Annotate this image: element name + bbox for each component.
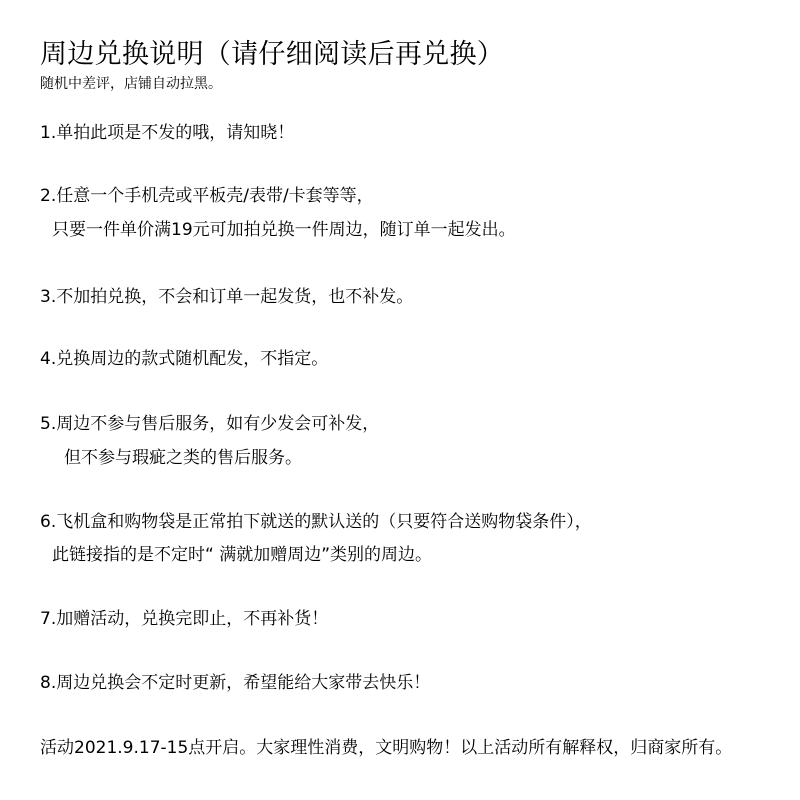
rule-8: 8.周边兑换会不定时更新，希望能给大家带去快乐！ [40, 673, 431, 693]
rule-2: 2.任意一个手机壳或平板壳/表带/卡套等等， [40, 186, 374, 206]
rule-1: 1.单拍此项是不发的哦，请知晓！ [40, 123, 295, 143]
rule-6-continuation: 此链接指的是不定时“ 满就加赠周边”类别的周边。 [52, 545, 433, 565]
page-subtitle: 随机中差评，店铺自动拉黑。 [40, 76, 222, 92]
rule-5-continuation: 但不参与瑕疵之类的售后服务。 [64, 448, 302, 468]
rule-7: 7.加赠活动，兑换完即止，不再补货！ [40, 609, 329, 629]
rule-2-continuation: 只要一件单价满19元可加拍兑换一件周边，随订单一起发出。 [52, 220, 516, 240]
footer-note: 活动2021.9.17-15点开启。大家理性消费，文明购物！以上活动所有解释权，归商家所有。 [40, 738, 733, 758]
rule-3: 3.不加拍兑换，不会和订单一起发货，也不补发。 [40, 287, 414, 307]
rule-5: 5.周边不参与售后服务，如有少发会可补发， [40, 414, 380, 434]
rule-4: 4.兑换周边的款式随机配发，不指定。 [40, 349, 329, 369]
page-title: 周边兑换说明（请仔细阅读后再兑换） [40, 39, 505, 70]
rule-6: 6.飞机盒和购物袋是正常拍下就送的默认送的（只要符合送购物袋条件）， [40, 512, 592, 532]
